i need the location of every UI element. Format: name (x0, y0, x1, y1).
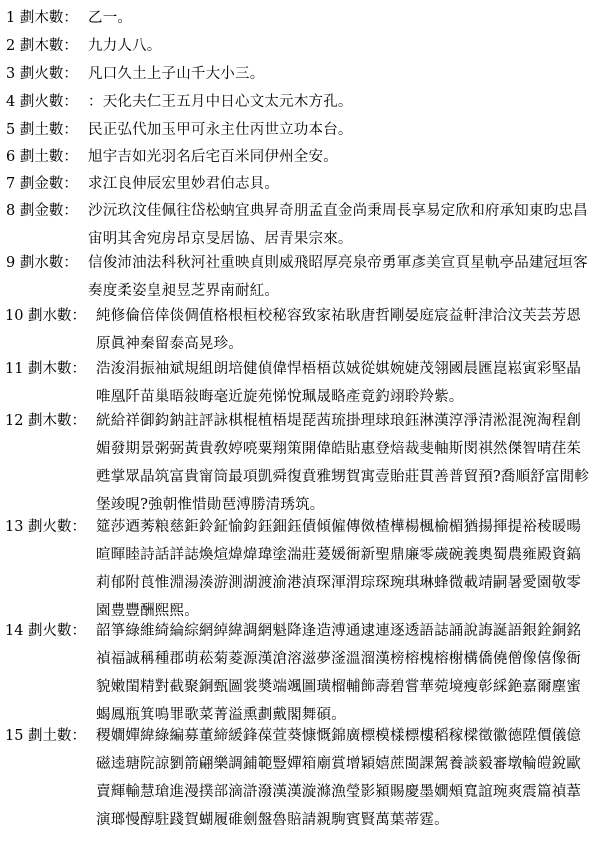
entry-characters: 純修倫倍倖倓倜值格根桓校秘容致家祐耿唐哲剛晏庭宸益軒津洽汶芙芸芳恩原眞神秦留泰高晃珍。 (96, 308, 582, 352)
stroke-count-entry-4 (6, 88, 594, 116)
stroke-count-entry-10 (6, 302, 594, 358)
stroke-count-entry-15 (6, 722, 594, 834)
entry-characters: 民正弘代加玉甲可永主仕丙世立功本台。 (88, 122, 353, 138)
stroke-count-entry-8 (6, 197, 594, 253)
entry-label: 1 劃木數： (6, 10, 78, 26)
stroke-count-entry-6 (6, 143, 594, 171)
entry-characters: 韶箏綠維綺綸綜網綽緯調網魁降逢造溥通逮連逐透語誌誦說誨誕語銀銓銅銘禎福誠稱種郡萌菘菊菱源漢滄溶滋夢滏溫溜漢榜榕槐榕榭構僑僥僧像僖像衙貌嫩閨精對截聚銅甄圖裳奬端颯圖璜榴輔飾壽碧嘗華菀境瘦彰綵銫嘉爾塵蜜蝎鳳瓶箕鳴罪歌菜菁溢熏劃戴閣舞碩。 (96, 623, 582, 723)
entry-label: 4 劃火數： (6, 94, 78, 110)
entry-characters: 求江良伸辰宏里妙君伯志貝。 (88, 176, 280, 192)
entry-characters: 稷嫺嬋緯綠編募董締緩鋒葆萱葵慷慨錦廣標模樣標樓稻稼樑徵徽德陞價儀億磁逵瑭院諒劉箭翩樂調鋪範豎嬋箱廟賞增穎嬉蔗閩課駕養談毅審墩輪皚銳歐賣輝輸慧瑲進漫撲部滴滸潑漢漢漩滌漁瑩影潁賜慶墨嫺頰寬誼琬爽震篇禎葦演瑯慢醇駐踐賀蝴履碓劍盤魯賠請親駒賓賢萬葉蒂霆。 (96, 728, 582, 828)
entry-label: 8 劃金數： (6, 203, 78, 219)
entry-label: 10 劃水數： (5, 308, 87, 324)
stroke-count-entry-3 (6, 60, 594, 88)
stroke-count-entry-5 (6, 116, 594, 144)
entry-characters: 筵莎迺莠粮慈鉅鈴鉦愉鈞鈺鈿鈺債傾僱傳傚楂樺楊楓榆楣猶揚揮提裕稜暖暘暄暉睦詩話詳誌煥煊煒煒瑋塗湍莊萲媛衙新聖鼎廉零歲碗義奧蜀農雍殿資鎬莉郁附莨惟淵湯湊游測湖渡渝港湞琛渾渭琮琛琬琪琳蜂微載靖嗣暑愛園敬零園豊豐酬熙熙。 (96, 519, 582, 619)
entry-label: 9 劃水數： (6, 255, 78, 271)
entry-label: 11 劃木數： (5, 361, 87, 377)
entry-label: 3 劃火數： (6, 66, 78, 82)
entry-label: 5 劃土數： (6, 122, 78, 138)
entry-characters: 信俊沛油法科秋河社重映貞則威飛昭厚亮泉帝勇軍彥美宣頁星軌亭品建冠垣客奏度柔姿皇昶昱芝界南耐紅。 (88, 255, 588, 299)
entry-label: 13 劃火數： (5, 519, 87, 535)
entry-label: 15 劃土數： (5, 728, 87, 744)
stroke-count-entry-7 (6, 170, 594, 198)
entry-label: 14 劃火數： (5, 623, 87, 639)
stroke-count-entry-1 (6, 4, 594, 32)
stroke-count-entry-13 (6, 513, 594, 625)
entry-characters: 浩浚涓振袖斌規組朗培健偵偉悍梧梧苡娀從娸婉婕茂翎國晨匯崑崧寅彩堅晶唯凰阡苗巢晤敍晦毫近旋苑悌悅珮晟略產竟釣翊聆羚紫。 (96, 361, 582, 405)
stroke-count-entry-11 (6, 355, 594, 411)
entry-label: 12 劃木數： (5, 413, 87, 429)
entry-characters: 乙一。 (88, 10, 133, 26)
entry-characters: 沙沅玖汶佳佩往岱松蚋宜典昇奇朋孟直金尚秉周長享易定欣和府承知東昀忠昌宙明其舍宛房昂京旻居協、居青果宗來。 (88, 203, 588, 247)
entry-label: 6 劃土數： (6, 149, 78, 165)
entry-characters: 絖給祥御鈞鈉註評詠棋棍植梧堤琵茜琉掛理球琅鈺淋漢淳淨清淞混涴淘程創媚發期景粥弼黃貴敎婷喨粟翔策開偉皓貼惠登焙裁斐軸斯閔祺然傑智晴荏茱甦掌眾晶筑富貴甯筒最項凱舜復賁雅甥賀寓壹貽莊貫善普貿預?喬順舒富閒軫堡竣晛?強朝惟惜勛琶溥勝清琇筑。 (96, 413, 590, 513)
stroke-count-entry-2 (6, 32, 594, 60)
entry-label: 7 劃金數： (6, 176, 78, 192)
entry-characters: 九力人八。 (88, 38, 162, 54)
entry-label: 2 劃木數： (6, 38, 78, 54)
stroke-count-entry-12 (6, 407, 594, 519)
entry-characters: 旭宇吉如光羽名后宅百米同伊州全安。 (88, 149, 338, 165)
entry-characters: ：天化夫仁王五月中日心文太元木方孔。 (88, 94, 353, 110)
stroke-count-entry-14 (6, 617, 594, 729)
entry-characters: 凡口久土上子山千大小三。 (88, 66, 265, 82)
stroke-count-entry-9 (6, 249, 594, 305)
